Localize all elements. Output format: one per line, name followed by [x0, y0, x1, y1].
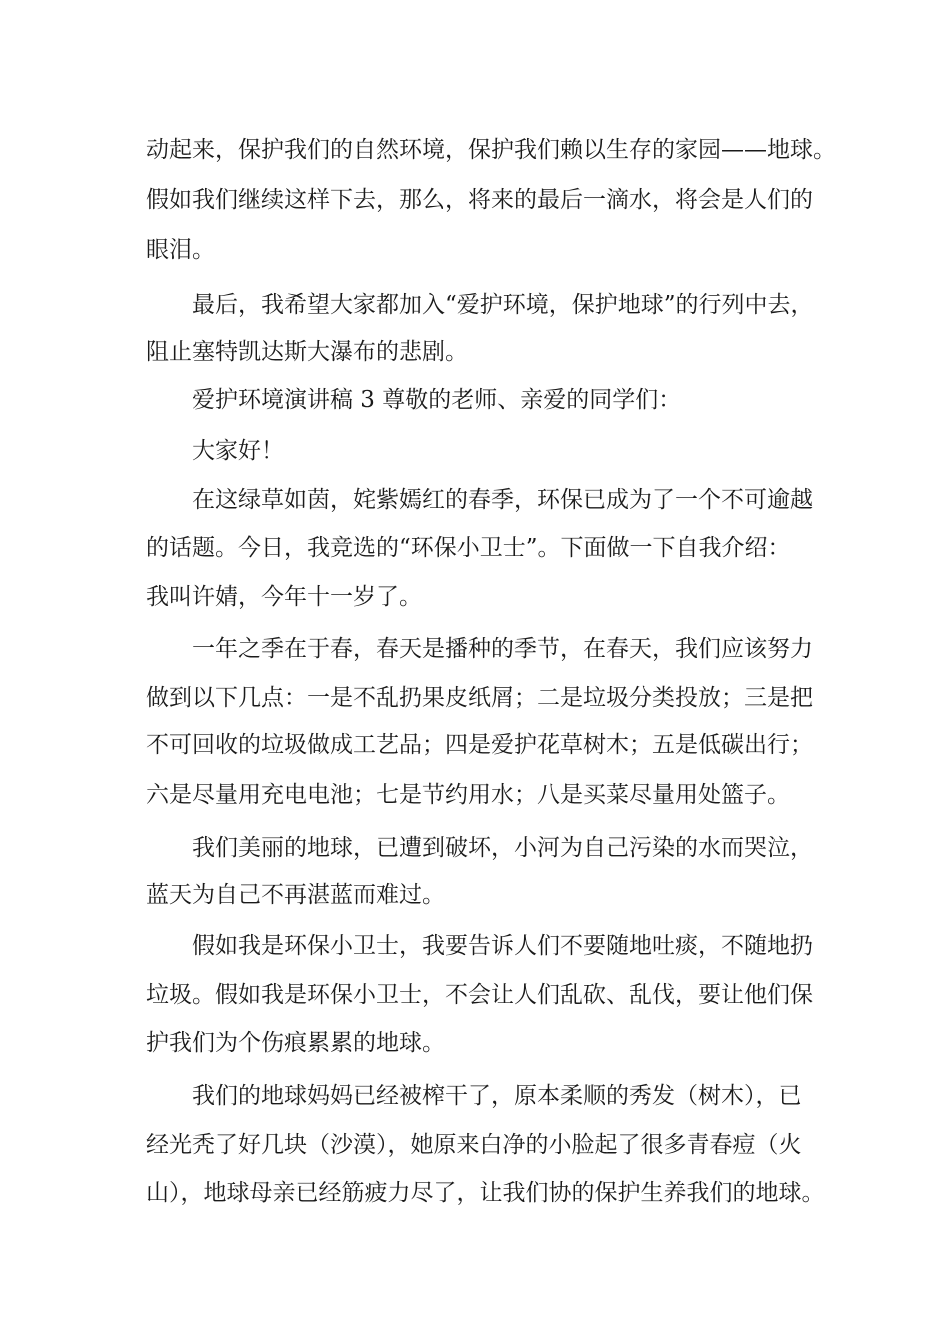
text-line: 眼泪。	[146, 237, 215, 263]
text-line: 我们的地球妈妈已经被榨干了，原本柔顺的秀发（树木），已	[192, 1083, 802, 1109]
text-line: 我叫许婧，今年十一岁了。	[146, 584, 422, 610]
text-line: 垃圾。假如我是环保小卫士，不会让人们乱砍、乱伐，要让他们保	[146, 982, 813, 1008]
text-line: 假如我是环保小卫士，我要告诉人们不要随地吐痰，不随地扔	[192, 933, 813, 959]
text-line: 不可回收的垃圾做成工艺品；四是爱护花草树木；五是低碳出行；	[146, 732, 813, 758]
text-line: 经光秃了好几块（沙漠），她原来白净的小脸起了很多青春痘（火	[146, 1132, 802, 1158]
text-line: 蓝天为自己不再湛蓝而难过。	[146, 882, 445, 908]
text-line: 护我们为个伤痕累累的地球。	[146, 1030, 445, 1056]
text-line: 六是尽量用充电电池；七是节约用水；八是买菜尽量用处篮子。	[146, 782, 790, 808]
text-line: 假如我们继续这样下去，那么，将来的最后一滴水，将会是人们的	[146, 187, 813, 213]
text-line: 动起来，保护我们的自然环境，保护我们赖以生存的家园——地球。	[146, 137, 836, 163]
text-line: 最后，我希望大家都加入“爱护环境，保护地球”的行列中去，	[192, 292, 814, 318]
section-heading: 爱护环境演讲稿 3 尊敬的老师、亲爱的同学们：	[192, 387, 682, 413]
text-line: 一年之季在于春，春天是播种的季节，在春天，我们应该努力	[192, 636, 813, 662]
text-line: 在这绿草如茵，姹紫嫣红的春季，环保已成为了一个不可逾越	[192, 487, 813, 513]
text-line: 我们美丽的地球，已遭到破坏，小河为自己污染的水而哭泣，	[192, 835, 813, 861]
text-line: 阻止塞特凯达斯大瀑布的悲剧。	[146, 339, 468, 365]
text-line: 山），地球母亲已经筋疲力尽了，让我们协的保护生养我们的地球。	[146, 1180, 825, 1206]
text-line: 的话题。今日，我竞选的“环保小卫士”。下面做一下自我介绍：	[146, 535, 791, 561]
text-line: 做到以下几点：一是不乱扔果皮纸屑；二是垃圾分类投放；三是把	[146, 685, 813, 711]
greeting: 大家好！	[192, 438, 284, 464]
